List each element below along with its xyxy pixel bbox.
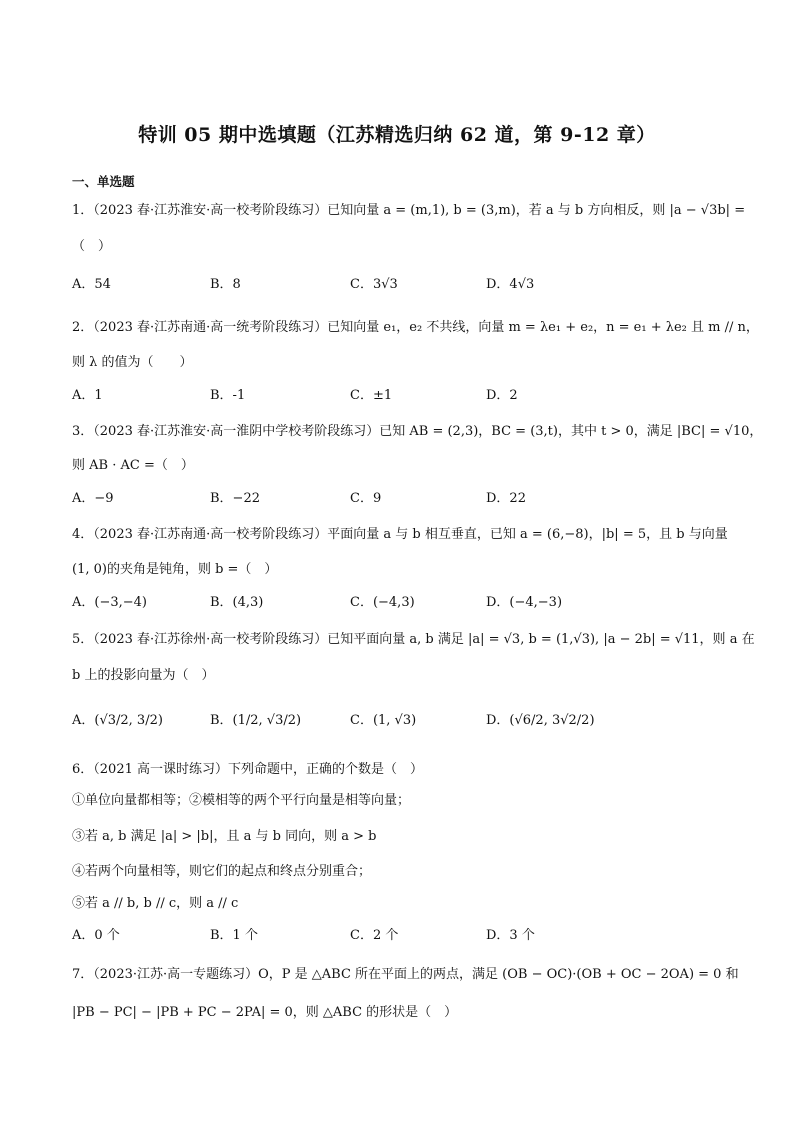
question-6-line-4: ④若两个向量相等，则它们的起点和终点分别重合； bbox=[72, 864, 372, 879]
question-5-options bbox=[72, 711, 732, 731]
question-3-line-1: 3．（2023 春·江苏淮安·高一淮阴中学校考阶段练习）已知 AB = (2,3)，BC = (3,t)，其中 t > 0，满足 |BC| = √10， bbox=[72, 424, 763, 439]
question-5-option-d: D．(√6/2, 3√2/2) bbox=[486, 713, 595, 728]
question-6-line-3: ③若 a, b 满足 |a| > |b|，且 a 与 b 同向，则 a > b bbox=[72, 829, 377, 844]
question-1-line-2: （ ） bbox=[72, 239, 112, 254]
question-7-line-2: |PB − PC| − |PB + PC − 2PA| = 0，则 △ABC 的形状是（ ） bbox=[72, 1005, 458, 1020]
question-6-option-c: C．2 个 bbox=[350, 928, 399, 943]
question-1-option-a: A．54 bbox=[72, 277, 111, 292]
question-2-option-d: D．2 bbox=[486, 388, 518, 403]
question-4-line-1: 4．（2023 春·江苏南通·高一校考阶段练习）平面向量 a 与 b 相互垂直，已知 a = (6,−8)，|b| = 5，且 b 与向量 bbox=[72, 527, 728, 542]
question-6-option-d: D．3 个 bbox=[486, 928, 535, 943]
question-1-options bbox=[72, 275, 732, 295]
question-7-line-1: 7．（2023·江苏·高一专题练习）O，P 是 △ABC 所在平面上的两点，满足 (OB − OC)·(OB + OC − 2OA) = 0 和 bbox=[72, 967, 739, 982]
section-heading: 一、单选题 bbox=[72, 174, 135, 189]
question-6-options bbox=[72, 926, 732, 946]
question-6-option-b: B．1 个 bbox=[210, 928, 258, 943]
question-2-option-a: A．1 bbox=[72, 388, 103, 403]
question-4-line-2: (1, 0)的夹角是钝角，则 b =（ ） bbox=[72, 562, 278, 577]
question-3-option-b: B．−22 bbox=[210, 491, 260, 506]
question-3-option-c: C．9 bbox=[350, 491, 382, 506]
question-3-options bbox=[72, 489, 732, 509]
question-3-option-d: D．22 bbox=[486, 491, 526, 506]
question-1-option-c: C．3√3 bbox=[350, 277, 398, 292]
question-6-line-2: ①单位向量都相等；②模相等的两个平行向量是相等向量； bbox=[72, 793, 411, 808]
question-2-option-c: C．±1 bbox=[350, 388, 393, 403]
question-5-option-b: B．(1/2, √3/2) bbox=[210, 713, 302, 728]
question-4-option-d: D．(−4,−3) bbox=[486, 595, 563, 610]
question-3-line-2: 则 AB · AC =（ ） bbox=[72, 458, 194, 473]
question-6-line-5: ⑤若 a // b, b // c，则 a // c bbox=[72, 896, 239, 911]
question-5-option-a: A．(√3/2, 3/2) bbox=[72, 713, 163, 728]
question-4-options bbox=[72, 593, 732, 613]
question-4-option-c: C．(−4,3) bbox=[350, 595, 415, 610]
question-2-options bbox=[72, 386, 732, 406]
question-1-option-b: B．8 bbox=[210, 277, 241, 292]
question-5-option-c: C．(1, √3) bbox=[350, 713, 417, 728]
question-2-line-1: 2．（2023 春·江苏南通·高一统考阶段练习）已知向量 e₁，e₂ 不共线，向量 m = λe₁ + e₂，n = e₁ + λe₂ 且 m // n， bbox=[72, 320, 759, 335]
question-4-option-a: A．(−3,−4) bbox=[72, 595, 147, 610]
question-6-line-1: 6．（2021 高一课时练习）下列命题中，正确的个数是（ ） bbox=[72, 762, 423, 777]
question-5-line-2: b 上的投影向量为（ ） bbox=[72, 668, 215, 683]
question-1-option-d: D．4√3 bbox=[486, 277, 535, 292]
question-2-line-2: 则 λ 的值为（ ） bbox=[72, 355, 193, 370]
question-2-option-b: B．-1 bbox=[210, 388, 246, 403]
question-6-option-a: A．0 个 bbox=[72, 928, 120, 943]
question-4-option-b: B．(4,3) bbox=[210, 595, 264, 610]
question-1-line-1: 1．（2023 春·江苏淮安·高一校考阶段练习）已知向量 a = (m,1), b = (3,m)，若 a 与 b 方向相反，则 |a − √3b| = bbox=[72, 203, 746, 218]
document-title: 特训 05 期中选填题（江苏精选归纳 62 道，第 9-12 章） bbox=[138, 124, 656, 146]
question-3-option-a: A．−9 bbox=[72, 491, 114, 506]
question-5-line-1: 5．（2023 春·江苏徐州·高一校考阶段练习）已知平面向量 a, b 满足 |a| = √3, b = (1,√3), |a − 2b| = √11，则 a 在 bbox=[72, 632, 755, 647]
